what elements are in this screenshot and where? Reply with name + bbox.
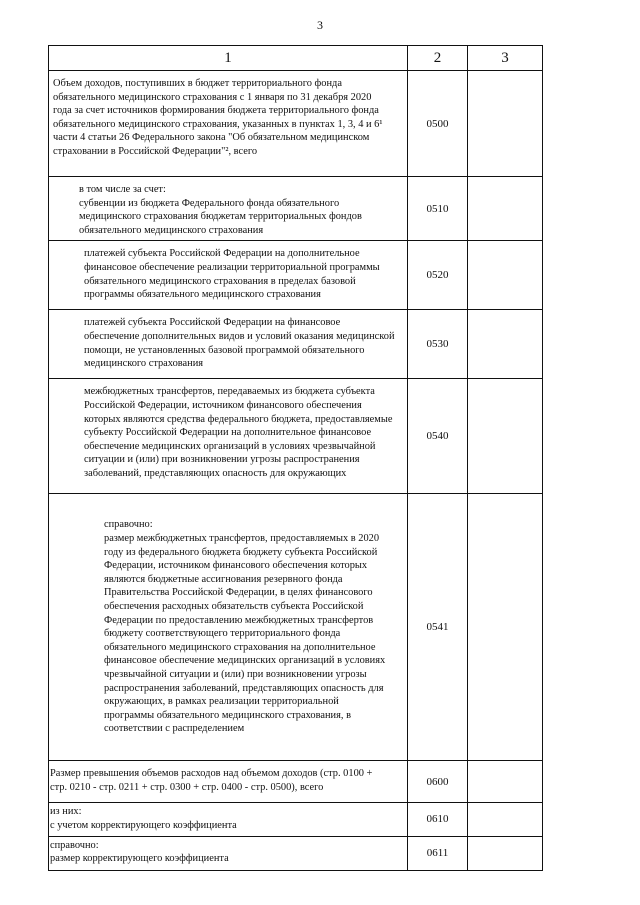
row-text-line: размер межбюджетных трансфертов, предоставляемых в 2020	[104, 532, 380, 544]
row-value-cell[interactable]	[468, 803, 543, 836]
row-text-line: платежей субъекта Российской Федерации на дополнительное	[84, 248, 360, 260]
report-table	[48, 45, 543, 871]
row-label	[49, 310, 408, 379]
row-text-line: Размер превышения объемов расходов над объемом доходов (стр. 0100 +	[50, 768, 373, 780]
row-text-line: обеспечение медицинских организаций в условиях чрезвычайной	[84, 440, 376, 452]
row-text-line: Объем доходов, поступивших в бюджет территориального фонда	[53, 78, 342, 89]
table-row	[49, 836, 543, 870]
row-text-line: являются бюджетные ассигнования резервного фонда	[104, 573, 343, 585]
row-text-line: финансовое обеспечение реализации территориальной программы	[84, 261, 380, 273]
row-text-line: помощи, не установленных базовой программой обязательного	[84, 344, 365, 356]
row-text-line: с учетом корректирующего коэффициента	[50, 819, 237, 831]
row-label	[49, 241, 408, 310]
row-text-line: страховании в Российской Федерации"², всего	[53, 145, 258, 157]
header-col-3: 3	[468, 46, 543, 71]
row-text-line: размер корректирующего коэффициента	[50, 853, 229, 865]
row-text-line: которых являются средства федерального бюджета, предоставляемые	[84, 413, 393, 425]
row-text-line: платежей субъекта Российской Федерации на финансовое	[84, 317, 341, 329]
row-text-line: году из федерального бюджета бюджету субъекта Российской	[104, 546, 378, 558]
page-number: 3	[317, 18, 323, 32]
row-text-line: обязательного медицинского страхования на дополнительное	[104, 641, 376, 653]
row-text-line: окружающих, в рамках реализации территориальной	[104, 696, 339, 708]
row-text-line: Правительства Российской Федерации, в целях финансового	[104, 587, 373, 599]
row-text-line: Российской Федерации, источником финансового обеспечения	[84, 399, 362, 411]
row-text-line: программы обязательного медицинского страхования, в	[104, 709, 351, 721]
row-text-line: субвенции из бюджета Федерального фонда обязательного	[79, 197, 340, 209]
table-row	[49, 71, 543, 177]
row-text-line: ситуации и (или) при возникновении угрозы распространения	[84, 454, 360, 466]
row-text-line: обязательного медицинского страхования с 1 января по 31 декабря 2020	[53, 91, 372, 103]
row-text-line: обязательного медицинского страхования в пределах базовой	[84, 275, 356, 287]
row-text-line: обязательного медицинского страхования, указанных в пунктах 1, 3, 4 и 6¹	[53, 118, 383, 130]
row-value-cell[interactable]	[468, 761, 543, 803]
row-text-line: справочно:	[50, 839, 99, 851]
row-text-line: в том числе за счет:	[79, 184, 166, 195]
row-text-line: межбюджетных трансфертов, передаваемых из бюджета субъекта	[84, 386, 375, 398]
row-text-line: части 4 статьи 26 Федерального закона "Об обязательном медицинском	[53, 132, 370, 144]
row-code: 0610	[408, 803, 468, 836]
row-code: 0600	[408, 761, 468, 803]
row-label	[49, 803, 408, 836]
row-text-line: распространения заболеваний, представляющих опасность для	[104, 682, 384, 694]
row-value-cell[interactable]	[468, 310, 543, 379]
row-text-line: программы обязательного медицинского страхования	[84, 289, 321, 301]
row-text-line: справочно:	[104, 519, 153, 531]
row-code: 0540	[408, 379, 468, 494]
row-code: 0541	[408, 494, 468, 761]
row-text-line: из них:	[50, 806, 82, 818]
row-label	[49, 379, 408, 494]
row-label	[49, 836, 408, 870]
row-value-cell[interactable]	[468, 379, 543, 494]
row-value-cell[interactable]	[468, 71, 543, 177]
row-value-cell[interactable]	[468, 241, 543, 310]
table-row	[49, 761, 543, 803]
row-label	[49, 494, 408, 761]
row-code: 0510	[408, 177, 468, 241]
header-col-1: 1	[49, 46, 408, 71]
row-label	[49, 71, 408, 177]
row-text-line: обязательного медицинского страхования	[79, 224, 264, 236]
row-text-line: обеспечения расходных обязательств субъекта Российской	[104, 600, 364, 612]
row-value-cell[interactable]	[468, 177, 543, 241]
row-code: 0500	[408, 71, 468, 177]
table-row	[49, 379, 543, 494]
table-row	[49, 177, 543, 241]
table-row	[49, 310, 543, 379]
header-row	[49, 46, 543, 71]
row-text-line: года за счет источников формирования бюджета территориального фонда	[53, 105, 379, 117]
row-text-line: субъекту Российской Федерации на дополнительное финансовое	[84, 427, 372, 439]
row-text-line: бюджету соответствующего территориального фонда	[104, 628, 341, 640]
row-text-line: медицинского страхования бюджетам территориальных фондов	[79, 211, 362, 223]
row-text-line: стр. 0210 - стр. 0211 + стр. 0300 + стр. 0400 - стр. 0500), всего	[50, 781, 324, 793]
row-text-line: обеспечение дополнительных видов и условий оказания медицинской	[84, 330, 395, 342]
row-text-line: соответствии с распределением	[104, 723, 245, 735]
row-text-line: Федерации, источником финансового обеспечения которых	[104, 560, 368, 572]
row-text-line: финансовое обеспечение медицинских организаций в условиях	[104, 655, 386, 667]
row-text-line: чрезвычайной ситуации и (или) при возникновении угрозы	[104, 668, 367, 680]
row-code: 0530	[408, 310, 468, 379]
row-value-cell[interactable]	[468, 494, 543, 761]
row-code: 0611	[408, 836, 468, 870]
header-col-2: 2	[408, 46, 468, 71]
row-label	[49, 761, 408, 803]
row-value-cell[interactable]	[468, 836, 543, 870]
row-code: 0520	[408, 241, 468, 310]
row-text-line: заболеваний, представляющих опасность для окружающих	[84, 467, 347, 479]
row-text-line: Федерации по предоставлению межбюджетных трансфертов	[104, 614, 374, 626]
table-row	[49, 494, 543, 761]
row-text-line: медицинского страхования	[84, 358, 204, 370]
table-row	[49, 803, 543, 836]
row-label	[49, 177, 408, 241]
table-row	[49, 241, 543, 310]
